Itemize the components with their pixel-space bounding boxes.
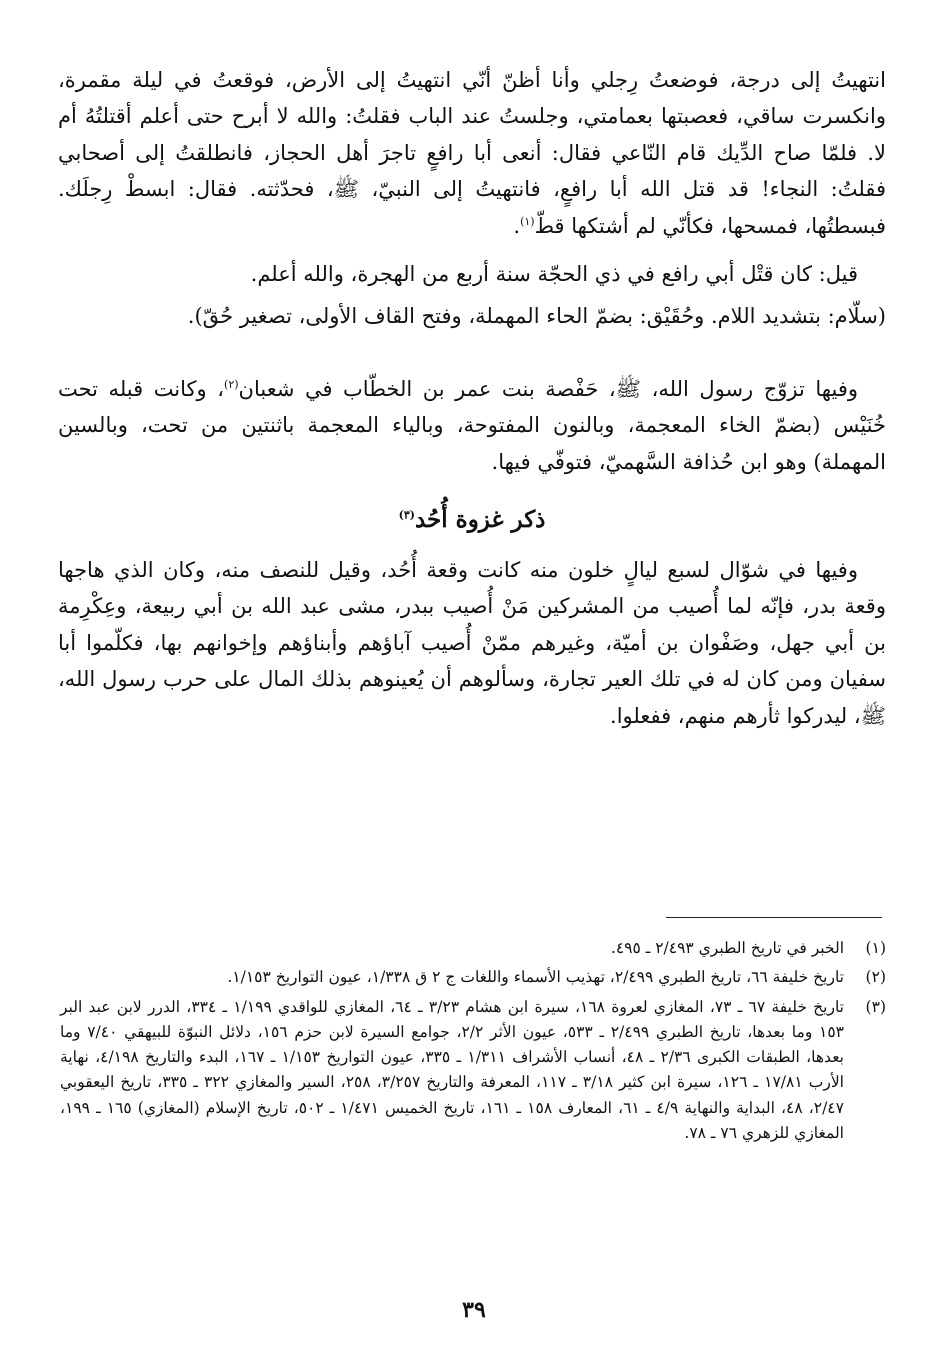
paragraph-text-continued: ، وكانت قبله تحت خُنَيْس (بضمّ الخاء المعجمة، وبالنون المفتوحة، وبالياء المعجمة باثنتين من تحت، وبالسين المهملة) وهو ابن حُذافة السَّهميّ، فتوفّي فيها. — [58, 376, 886, 474]
footnote-number: (١) — [865, 939, 886, 957]
footnote — [60, 995, 886, 1147]
paragraph-hafsa-marriage — [58, 371, 886, 480]
section-heading — [58, 502, 886, 538]
paragraph-abu-rafi-account: انتهيتُ إلى درجة، فوضعتُ رِجلي وأنا أظنّ أنّي انتهيتُ إلى الأرض، فوقعتُ في ليلة مقمرة، وانكسرت ساقي، فعصبتها بعمامتي، وجلستُ عند الباب فقلتُ: والله لا أبرح حتى أعلم أقتلتُهُ أم لا. فلمّا صاح الدِّيك قام النّاعي فقال: أنعى أبا رافعٍ تاجرَ أهل الحجاز، فانطلقتُ إلى أصحابي فقلتُ: النجاء! قد قتل الله أبا رافعٍ، فانتهيتُ إلى النبيّ، ﷺ، فحدّثته. فقال: ابسطْ رِجلَك. فبسطتُها، فمسحها، فكأنّي لم أشتكها قطّ$^{(١)}$. — [58, 68, 886, 238]
footnote — [60, 936, 886, 961]
footnote-marker-1: (١) — [520, 214, 535, 228]
footnote-text: تاريخ خليفة ٦٦، تاريخ الطبري ٢/٤٩٩، تهذيب الأسماء واللغات ج ٢ ق ١/٣٣٨، عيون التواريخ ١/١٥٣. — [227, 968, 844, 987]
footnote — [60, 965, 886, 990]
page-number: ٣٩ — [462, 1297, 486, 1323]
section-heading-text: ذكر غزوة أُحُد — [414, 506, 546, 534]
footnotes — [60, 936, 886, 1150]
footnote-number: (٣) — [865, 997, 886, 1016]
footnote-text: تاريخ خليفة ٦٧ ـ ٧٣، المغازي لعروة ١٦٨، سيرة ابن هشام ٣/٢٣ ـ ٦٤، المغازي للواقدي ١/١٩٩ ـ ٣٣٤، الدرر لابن عبد البر ١٥٣ وما بعدها، تاريخ الطبري ٢/٤٩٩ ـ ٥٣٣، عيون الأثر ٢/٢، جوامع السيرة لابن حزم ١٥٦، دلائل النبوّة للبيهقي ٧/٤٠ وما بعدها، الطبقات الكبرى ٢/٣٦ ـ ٤٨، أنساب الأشراف ١/٣١١ ـ ٣٣٥، عيون التواريخ ١/١٥٣ ـ ١٦٧، البدء والتاريخ ٤/١٩٨، نهاية الأرب ١٧/٨١ ـ ١٢٦، سيرة ابن كثير ٣/١٨ ـ ١١٧، المعرفة والتاريخ ٣/٢٥٧، ٢٥٨، السير والمغازي ٣٢٢ ـ ٣٣٥، تاريخ اليعقوبي ٢/٤٧، ٤٨، البداية والنهاية ٤/٩ ـ ٦١، المعارف ١٥٨ ـ ١٦١، تاريخ الخميس ١/٤٧١ ـ ٥٠٢، تاريخ الإسلام (المغازي) ١٦٥ ـ ١٩٩، المغازي للزهري ٧٦ ـ ٧٨. — [60, 997, 844, 1143]
footnote-text: الخبر في تاريخ الطبري ٢/٤٩٣ ـ ٤٩٥. — [610, 939, 844, 957]
paragraph-text: وفيها تزوّج رسول الله، ﷺ، حَفْصة بنت عمر بن الخطّاب في شعبان — [238, 376, 858, 401]
paragraph-text: انتهيتُ إلى درجة، فوضعتُ رِجلي وأنا أظنّ أنّي انتهيتُ إلى الأرض، فوقعتُ في ليلة مقمرة، وانكسرت ساقي، فعصبتها بعمامتي، وجلستُ عند الباب فقلتُ: والله لا أبرح حتى أعلم أقتلتُهُ أم لا. فلمّا صاح الدِّيك قام النّاعي فقال: أنعى أبا رافعٍ تاجرَ أهل الحجاز، فانطلقتُ إلى أصحابي فقلتُ: النجاء! قد قتل الله أبا رافعٍ، فانتهيتُ إلى النبيّ، ﷺ، فحدّثته. فقال: ابسطْ رِجلَك. فبسطتُها، فمسحها، فكأنّي لم أشتكها قطّ — [58, 68, 886, 238]
footnote-marker-3: (٣) — [398, 508, 415, 522]
paragraph-spelling-note: (سلّام: بتشديد اللام. وحُقَيْق: بضمّ الحاء المهملة، وفتح القاف الأولى، تصغير حُقّ). — [187, 304, 886, 329]
footnote-separator — [666, 917, 882, 918]
footnote-number: (٢) — [865, 968, 886, 987]
footnote-marker-2: (٢) — [224, 377, 239, 391]
paragraph-uhud-cause: وفيها في شوّال لسبع ليالٍ خلون منه كانت وقعة أُحُد، وقيل للنصف منه، وكان الذي هاجها وقعة بدر، فإنّه لما أُصيب من المشركين مَنْ أُصيب ببدر، مشى عبد الله بن أبي ربيعة، وعِكْرِمة بن أبي جهل، وصَفْوان بن أميّة، وغيرهم ممّنْ أُصيب آباؤهم وأبناؤهم وإخوانهم بها، فكلّموا أبا سفيان ومن كان له في تلك العير تجارة، وسألوهم أن يُعينوهم بذلك المال على حرب رسول الله، ﷺ، ليدركوا ثأرهم منهم، ففعلوا. — [58, 558, 886, 728]
paragraph-death-date: قيل: كان قتْل أبي رافع في ذي الحجّة سنة أربع من الهجرة، والله أعلم. — [250, 262, 858, 287]
